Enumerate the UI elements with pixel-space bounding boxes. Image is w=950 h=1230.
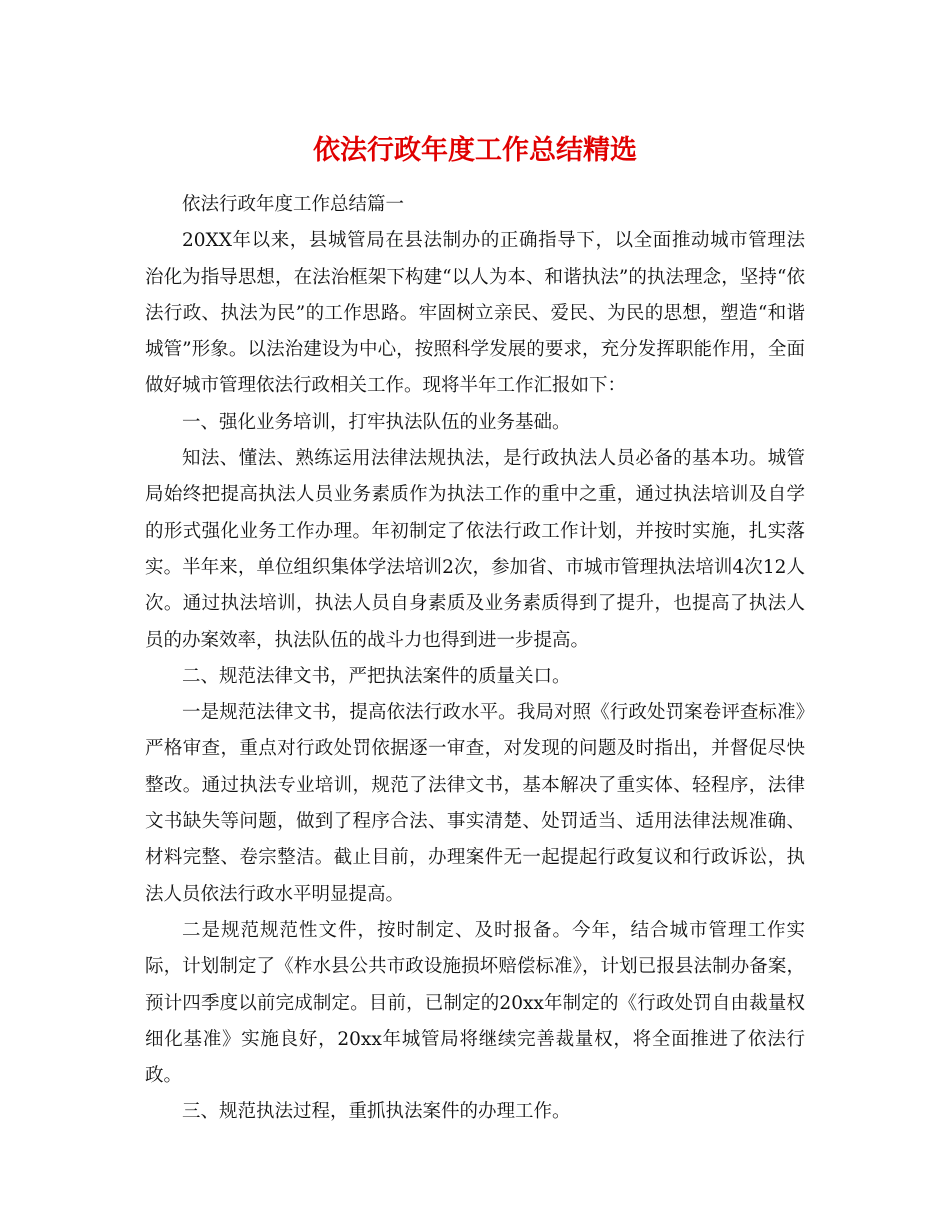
- normative-documents-paragraph: 二是规范规范性文件，按时制定、及时报备。今年，结合城市管理工作实际，计划制定了《柞水县公共市政设施损坏赔偿标准》，计划已报县法制办备案，预计四季度以前完成制定。目前，已制定的20xx年制定的《行政处罚自由裁量权细化基准》实施良好，20xx年城管局将继续完善裁量权，将全面推进了依法行政。: [145, 919, 805, 1087]
- section-heading-part-one: 依法行政年度工作总结篇一: [182, 194, 405, 215]
- legal-documents-paragraph: 一是规范法律文书，提高依法行政水平。我局对照《行政处罚案卷评查标准》严格审查，重点对行政处罚依据逐一审查，对发现的问题及时指出，并督促尽快整改。通过执法专业培训，规范了法律文书，基本解决了重实体、轻程序，法律文书缺失等问题，做到了程序合法、事实清楚、处罚适当、适用法律法规准确、材料完整、卷宗整洁。截止目前，办理案件无一起提起行政复议和行政诉讼，执法人员依法行政水平明显提高。: [145, 702, 805, 905]
- intro-paragraph: 20XX年以来，县城管局在县法制办的正确指导下，以全面推动城市管理法治化为指导思想，在法治框架下构建“以人为本、和谐执法”的执法理念，坚持“依法行政、执法为民”的工作思路。牢固树立亲民、爱民、为民的思想，塑造“和谐城管”形象。以法治建设为中心，按照科学发展的要求，充分发挥职能作用，全面做好城市管理依法行政相关工作。现将半年工作汇报如下：: [145, 230, 805, 397]
- document-body: [145, 187, 805, 1131]
- document-title: 依法行政年度工作总结精选: [313, 135, 637, 166]
- section-heading-enforcement-process: 三、规范执法过程，重抓执法案件的办理工作。: [182, 1101, 571, 1123]
- section-heading-training: 一、强化业务培训，打牢执法队伍的业务基础。: [182, 411, 571, 433]
- section-heading-legal-documents: 二、规范法律文书，严把执法案件的质量关口。: [182, 665, 571, 687]
- training-paragraph: 知法、懂法、熟练运用法律法规执法，是行政执法人员必备的基本功。城管局始终把提高执法人员业务素质作为执法工作的重中之重，通过执法培训及自学的形式强化业务工作办理。年初制定了依法行政工作计划，并按时实施，扎实落实。半年来，单位组织集体学法培训2次，参加省、市城市管理执法培训4次12人次。通过执法培训，执法人员自身素质及业务素质得到了提升，也提高了执法人员的办案效率，执法队伍的战斗力也得到进一步提高。: [145, 448, 805, 651]
